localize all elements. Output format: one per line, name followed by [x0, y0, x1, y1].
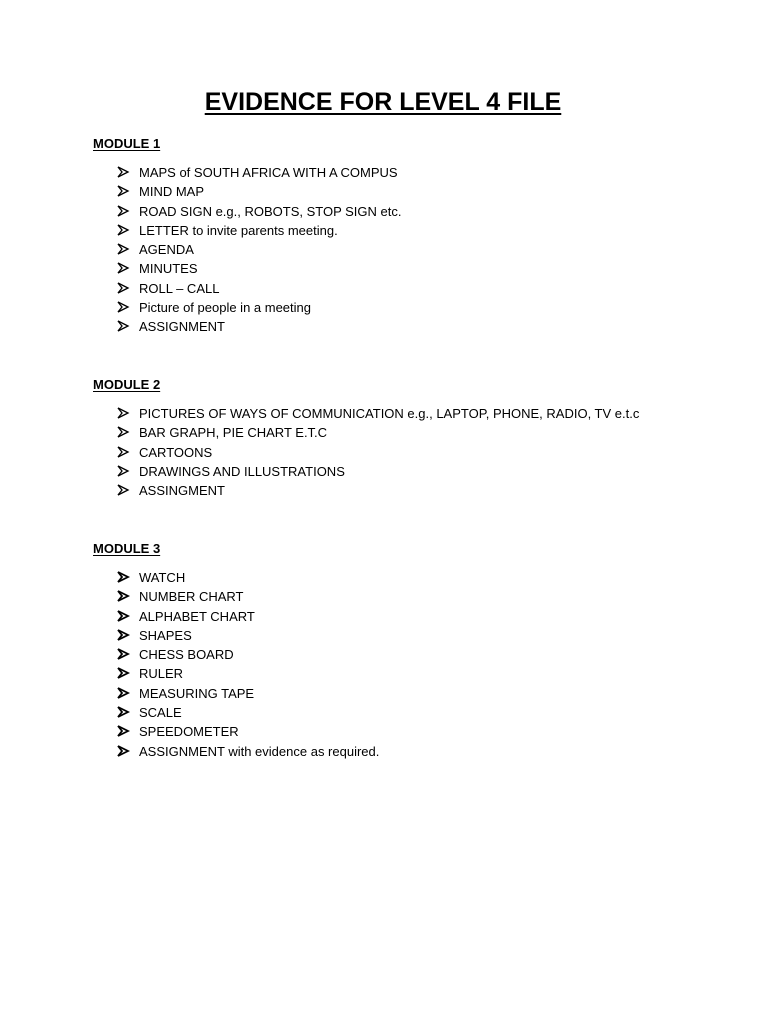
arrow-bullet-icon — [116, 483, 130, 497]
arrow-bullet-icon — [116, 724, 130, 738]
list-item-text: PICTURES OF WAYS OF COMMUNICATION e.g., LAPTOP, PHONE, RADIO, TV e.t.c — [139, 406, 640, 421]
list-item-text: MIND MAP — [139, 184, 204, 200]
list-item-text: LETTER to invite parents meeting. — [139, 222, 338, 238]
list-item-text: NUMBER CHART — [139, 589, 244, 605]
arrow-bullet-icon — [116, 705, 130, 719]
list-item-text: ROAD SIGN e.g., ROBOTS, STOP SIGN etc. — [139, 203, 402, 219]
arrow-bullet-icon — [116, 609, 130, 623]
list-item-text: BAR GRAPH, PIE CHART E.T.C — [139, 425, 328, 441]
list-item-text: SHAPES — [139, 627, 192, 643]
list-item-text: SPEEDOMETER — [139, 724, 239, 740]
arrow-bullet-icon — [116, 223, 130, 237]
arrow-bullet-icon — [116, 425, 130, 439]
list-item-text: MAPS of SOUTH AFRICA WITH A COMPUS — [139, 165, 398, 180]
page-title: EVIDENCE FOR LEVEL 4 FILE — [204, 88, 562, 116]
list-item-text: DRAWINGS AND ILLUSTRATIONS — [139, 463, 345, 479]
arrow-bullet-icon — [116, 464, 130, 478]
list-item-text: CARTOONS — [139, 444, 213, 460]
arrow-bullet-icon — [116, 204, 130, 218]
arrow-bullet-icon — [116, 300, 130, 314]
arrow-bullet-icon — [116, 281, 130, 295]
list-item-text: ASSINGMENT — [139, 483, 225, 499]
arrow-bullet-icon — [116, 261, 130, 275]
module-3-heading: MODULE 3 — [93, 541, 161, 556]
list-item-text: SCALE — [139, 705, 182, 721]
arrow-bullet-icon — [116, 666, 130, 680]
arrow-bullet-icon — [116, 647, 130, 661]
arrow-bullet-icon — [116, 242, 130, 256]
list-item-text: RULER — [139, 666, 184, 682]
list-item-text: CHESS BOARD — [139, 647, 234, 663]
module-1-heading: MODULE 1 — [93, 136, 161, 151]
list-item-text: Picture of people in a meeting — [139, 300, 311, 316]
list-item-text: AGENDA — [139, 242, 194, 258]
arrow-bullet-icon — [116, 445, 130, 459]
arrow-bullet-icon — [116, 319, 130, 333]
list-item-text: WATCH — [139, 570, 186, 585]
list-item-text: ASSIGNMENT — [139, 319, 225, 335]
list-item-text: MINUTES — [139, 261, 198, 277]
arrow-bullet-icon — [116, 570, 130, 584]
list-item-text: ROLL – CALL — [139, 280, 220, 296]
arrow-bullet-icon — [116, 744, 130, 758]
arrow-bullet-icon — [116, 406, 130, 420]
arrow-bullet-icon — [116, 589, 130, 603]
arrow-bullet-icon — [116, 686, 130, 700]
list-item-text: ALPHABET CHART — [139, 608, 255, 624]
list-item-text: MEASURING TAPE — [139, 685, 255, 701]
list-item-text: ASSIGNMENT with evidence as required. — [139, 743, 380, 759]
arrow-bullet-icon — [116, 165, 130, 179]
module-2-heading: MODULE 2 — [93, 377, 161, 392]
arrow-bullet-icon — [116, 628, 130, 642]
arrow-bullet-icon — [116, 184, 130, 198]
